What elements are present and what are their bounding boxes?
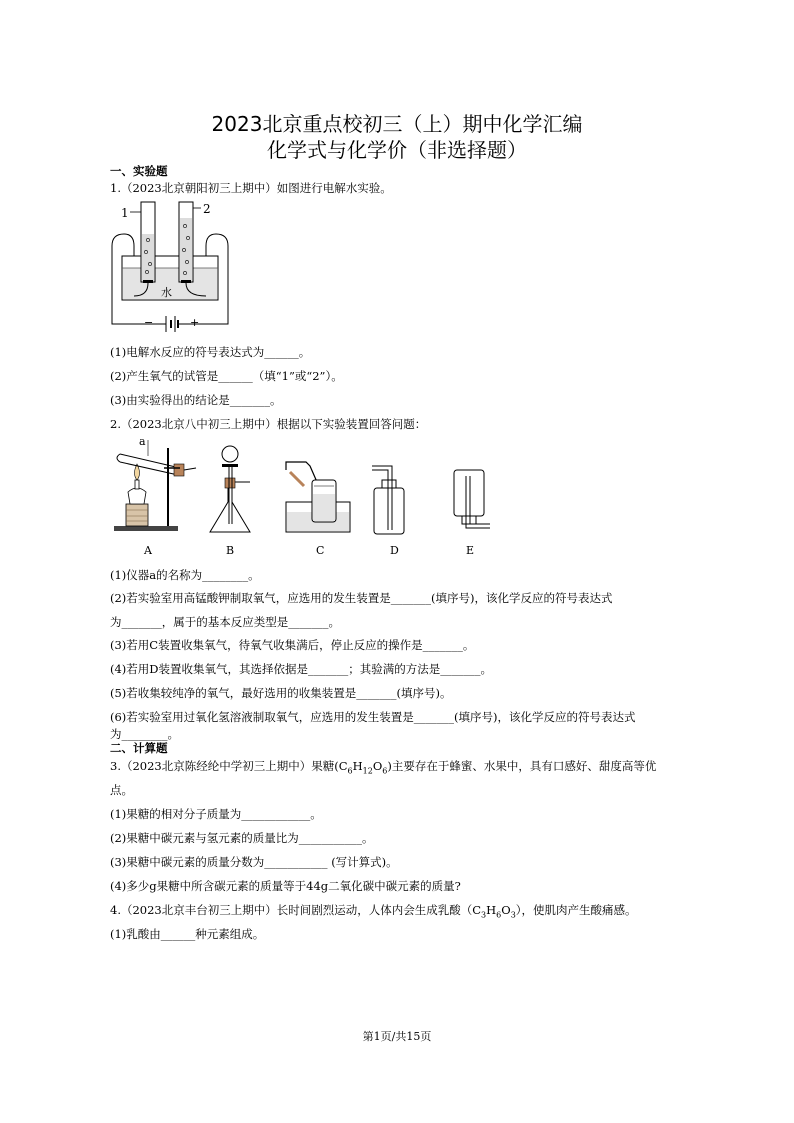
apparatus-B-label: B: [226, 544, 235, 557]
tube-1-label: 1: [121, 206, 129, 220]
apparatus-D-label: D: [390, 544, 399, 557]
q2-part-1: (1)仪器a的名称为________。: [110, 568, 260, 582]
battery-plus-label: +: [190, 316, 200, 329]
instrument-a-label: a: [139, 435, 146, 448]
q3-part-2: (2)果糖中碳元素与氢元素的质量比为___________。: [110, 831, 374, 845]
q1-part-2: (2)产生氧气的试管是______（填“1”或“2”）。: [110, 369, 343, 383]
q4-part-1: (1)乳酸由______种元素组成。: [110, 927, 265, 941]
apparatus-C-label: C: [316, 544, 325, 557]
water-label: 水: [161, 286, 172, 299]
question-3-stem-cont: 点。: [110, 783, 133, 797]
electrolysis-figure: [108, 196, 232, 334]
q2-part-6-cont: 为________。: [110, 727, 179, 741]
q3-part-3: (3)果糖中碳元素的质量分数为___________ (写计算式)。: [110, 855, 398, 869]
q1-part-3: (3)由实验得出的结论是_______。: [110, 393, 282, 407]
page-subtitle: 化学式与化学价（非选择题）: [267, 138, 527, 162]
question-4-stem: 4.（2023北京丰台初三上期中）长时间剧烈运动，人体内会生成乳酸$(C_3H_6O_3)$，使肌肉产生酸痛感。: [110, 903, 637, 920]
q3-part-4: (4)多少g果糖中所含碳元素的质量等于44g二氧化碳中碳元素的质量?: [110, 879, 461, 893]
q2-part-5: (5)若收集较纯净的氧气，最好选用的收集装置是_______(填序号)。: [110, 686, 452, 700]
question-1-stem: 1.（2023北京朝阳初三上期中）如图进行电解水实验。: [110, 181, 392, 195]
tube-2-label: 2: [203, 202, 211, 216]
q2-part-2: (2)若实验室用高锰酸钾制取氧气，应选用的发生装置是_______(填序号)，该化学反应的符号表达式: [110, 591, 613, 605]
section-heading-experiment: 一、实验题: [110, 164, 168, 178]
question-3-stem: 3.（2023北京陈经纶中学初三上期中）果糖$(C_6H_{12}O_6)$主要存在于蜂蜜、水果中，具有口感好、甜度高等优: [110, 759, 657, 776]
apparatus-E-label: E: [466, 544, 475, 557]
q1-part-1: (1)电解水反应的符号表达式为______。: [110, 345, 311, 359]
apparatus-A-label: A: [144, 544, 152, 557]
battery-minus-label: −: [144, 316, 154, 329]
section-heading-calculation: 二、计算题: [110, 741, 168, 755]
q2-part-4: (4)若用D装置收集氧气，其选择依据是_______；其验满的方法是_______。: [110, 662, 493, 676]
q3-part-1: (1)果糖的相对分子质量为____________。: [110, 807, 322, 821]
q2-part-2-cont: 为_______，属于的基本反应类型是_______。: [110, 615, 340, 629]
q2-part-6: (6)若实验室用过氧化氢溶液制取氧气，应选用的发生装置是_______(填序号)，该化学反应的符号表达式: [110, 710, 636, 724]
q2-part-3: (3)若用C装置收集氧气，待氧气收集满后，停止反应的操作是_______。: [110, 638, 475, 652]
page-title: 2023北京重点校初三（上）期中化学汇编: [211, 112, 583, 136]
apparatus-figure: [108, 434, 498, 558]
page-footer: 第1页/共15页: [362, 1030, 432, 1043]
question-2-stem: 2.（2023北京八中初三上期中）根据以下实验装置回答问题：: [110, 417, 427, 431]
